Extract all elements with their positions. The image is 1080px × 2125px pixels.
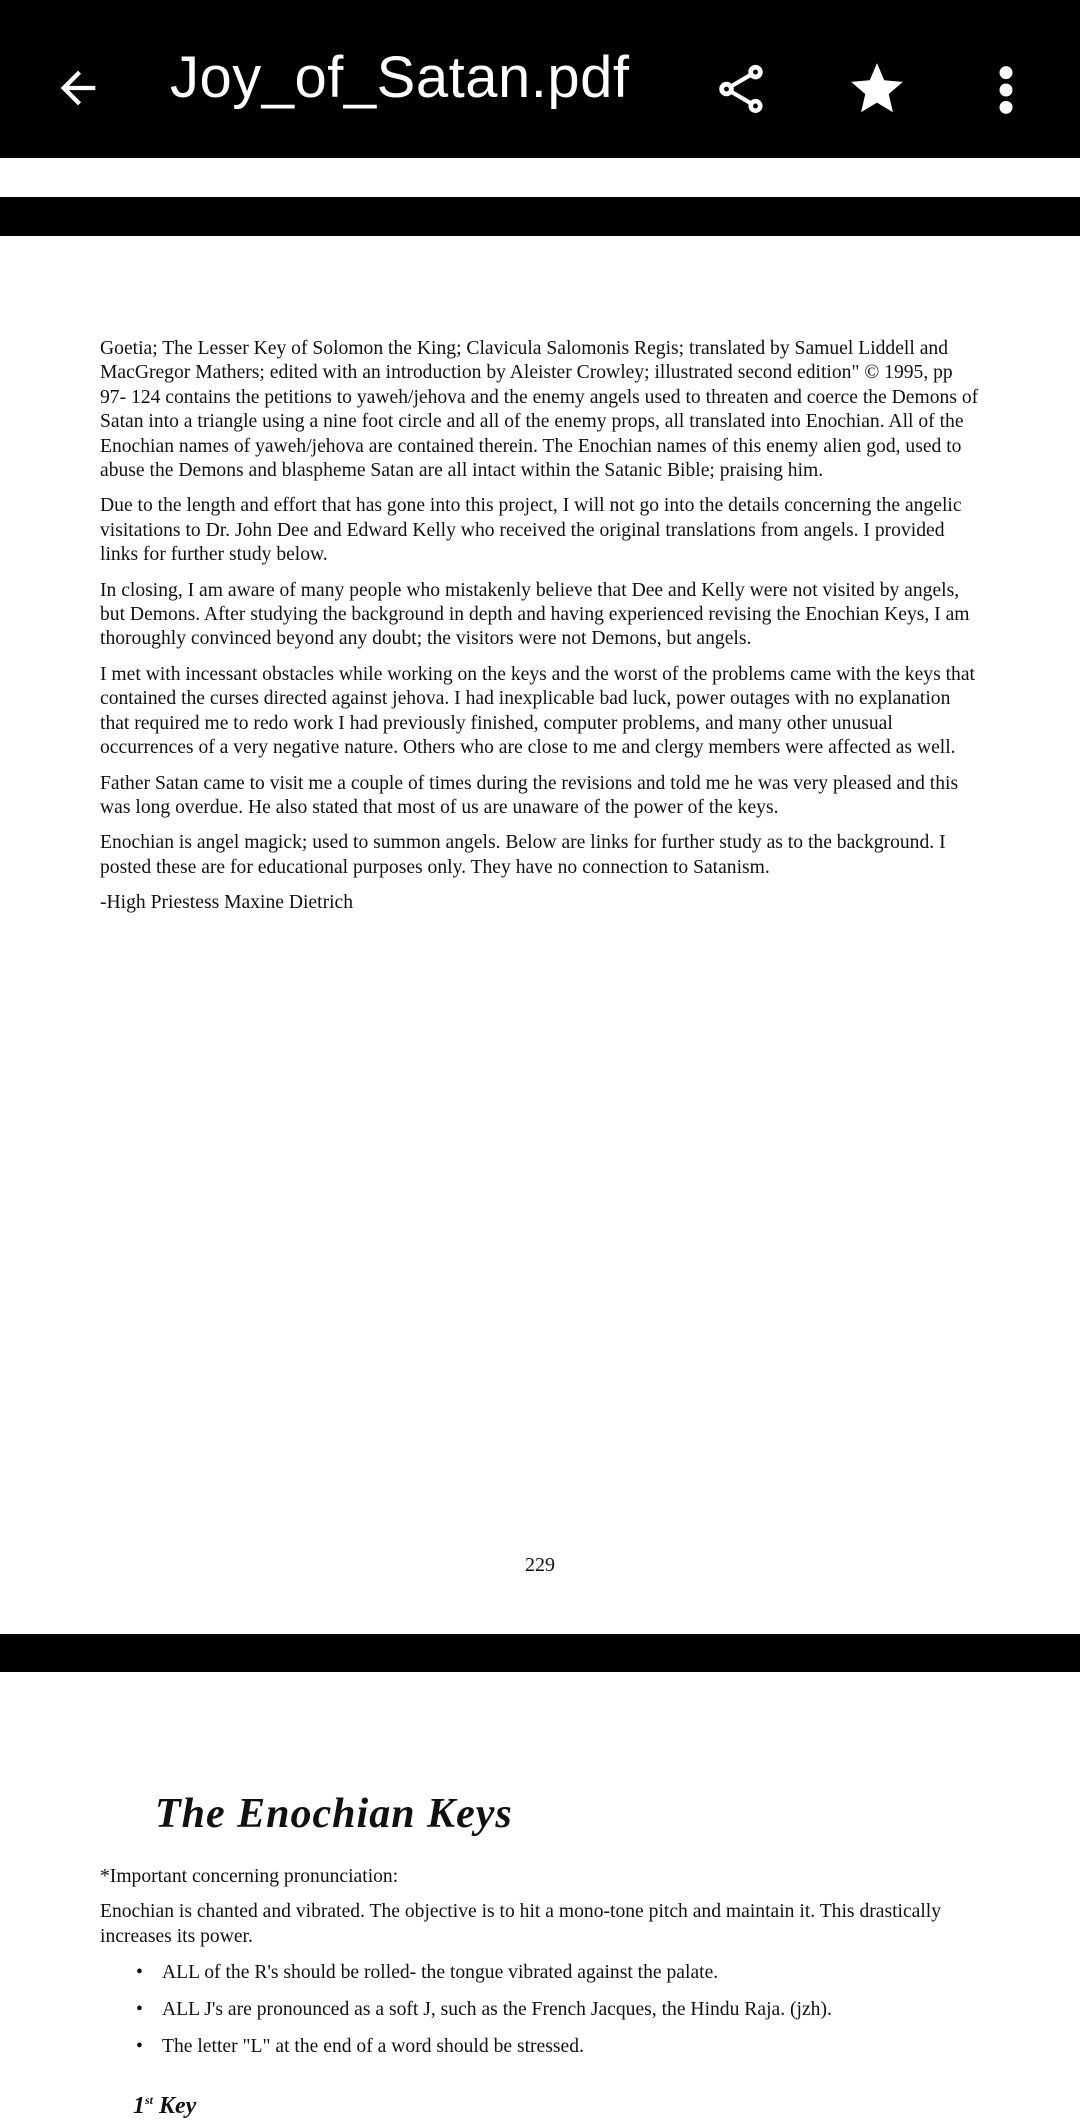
list-item [100,1961,980,1998]
pronunciation-list [100,1961,980,2072]
list-item [100,1998,980,2035]
page-number: 229 [525,1554,555,1576]
paragraph: Due to the length and effort that has gone into this project, I will not go into the details concerning the angelic visitations to Dr. John Dee and Edward Kelly who received the original translations from angels. I provided links for further study below. [100,495,962,566]
list-item-text: ALL J's are pronounced as a soft J, such as the French Jacques, the Hindu Raja. (jzh). [162,1999,832,2020]
key-label: Key [159,2093,197,2119]
description: Enochian is chanted and vibrated. The objective is to hit a mono-tone pitch and maintain it. This drastically increases its power. [100,1901,942,1947]
bullet-icon: • [136,1999,143,2020]
more-vertical-icon[interactable] [994,64,1018,116]
page-separator [0,1634,1080,1672]
star-icon[interactable] [846,58,908,120]
paragraph: Enochian is angel magick; used to summon angels. Below are links for further study as to the background. I posted these are for educational purposes only. They have no connection to Satanism. [100,832,946,878]
pdf-page-230 [100,1865,980,1960]
arrow-back-icon[interactable] [52,62,104,114]
list-item-text: ALL of the R's should be rolled- the tongue vibrated against the palate. [162,1962,719,1983]
share-icon[interactable] [712,58,770,120]
pdf-page-229 [100,337,980,927]
key-heading [133,2093,196,2120]
app-bar [0,0,1080,158]
paragraph: I met with incessant obstacles while working on the keys and the worst of the problems came with the keys that contained the curses directed against jehova. I had inexplicable bad luck, power outages with no explanation that required me to redo work I had previously finished, computer problems, and many other unusual occurrences of a very negative nature. Others who are close to me and clergy members were affected as well. [100,663,975,759]
intro-line: *Important concerning pronunciation: [100,1866,399,1887]
list-item-text: The letter "L" at the end of a word should be stressed. [162,2036,584,2057]
list-item [100,2035,980,2072]
section-title: The Enochian Keys [155,1791,513,1837]
bullet-icon: • [136,1962,143,1983]
paragraph: Goetia; The Lesser Key of Solomon the King; Clavicula Salomonis Regis; translated by Samuel Liddell and MacGregor Mathers; edited with an introduction by Aleister Crowley; illustrated second edition" © 1995, pp 97- 124 contains the petitions to yaweh/jehova and the enemy angels used to threaten and coerce the Demons of Satan into a triangle using a nine foot circle and all of the enemy props, all translated into Enochian. All of the Enochian names of yaweh/jehova are contained therein. The Enochian names of this enemy alien god, used to abuse the Demons and blaspheme Satan are all intact within the Satanic Bible; praising him. [100,338,979,482]
paragraph: Father Satan came to visit me a couple of times during the revisions and told me he was very pleased and this was long overdue. He also stated that most of us are unaware of the power of the keys. [100,772,959,818]
paragraph: In closing, I am aware of many people who mistakenly believe that Dee and Kelly were not visited by angels, but Demons. After studying the background in depth and having experienced revising the Enochian Keys, I am thoroughly convinced beyond any doubt; the visitors were not Demons, but angels. [100,579,970,650]
document-title: Joy_of_Satan.pdf [170,45,630,110]
bullet-icon: • [136,2036,143,2057]
key-suffix: st [145,2093,154,2107]
page-separator [0,197,1080,236]
signature-line: -High Priestess Maxine Dietrich [100,892,354,914]
key-number: 1 [133,2093,145,2119]
